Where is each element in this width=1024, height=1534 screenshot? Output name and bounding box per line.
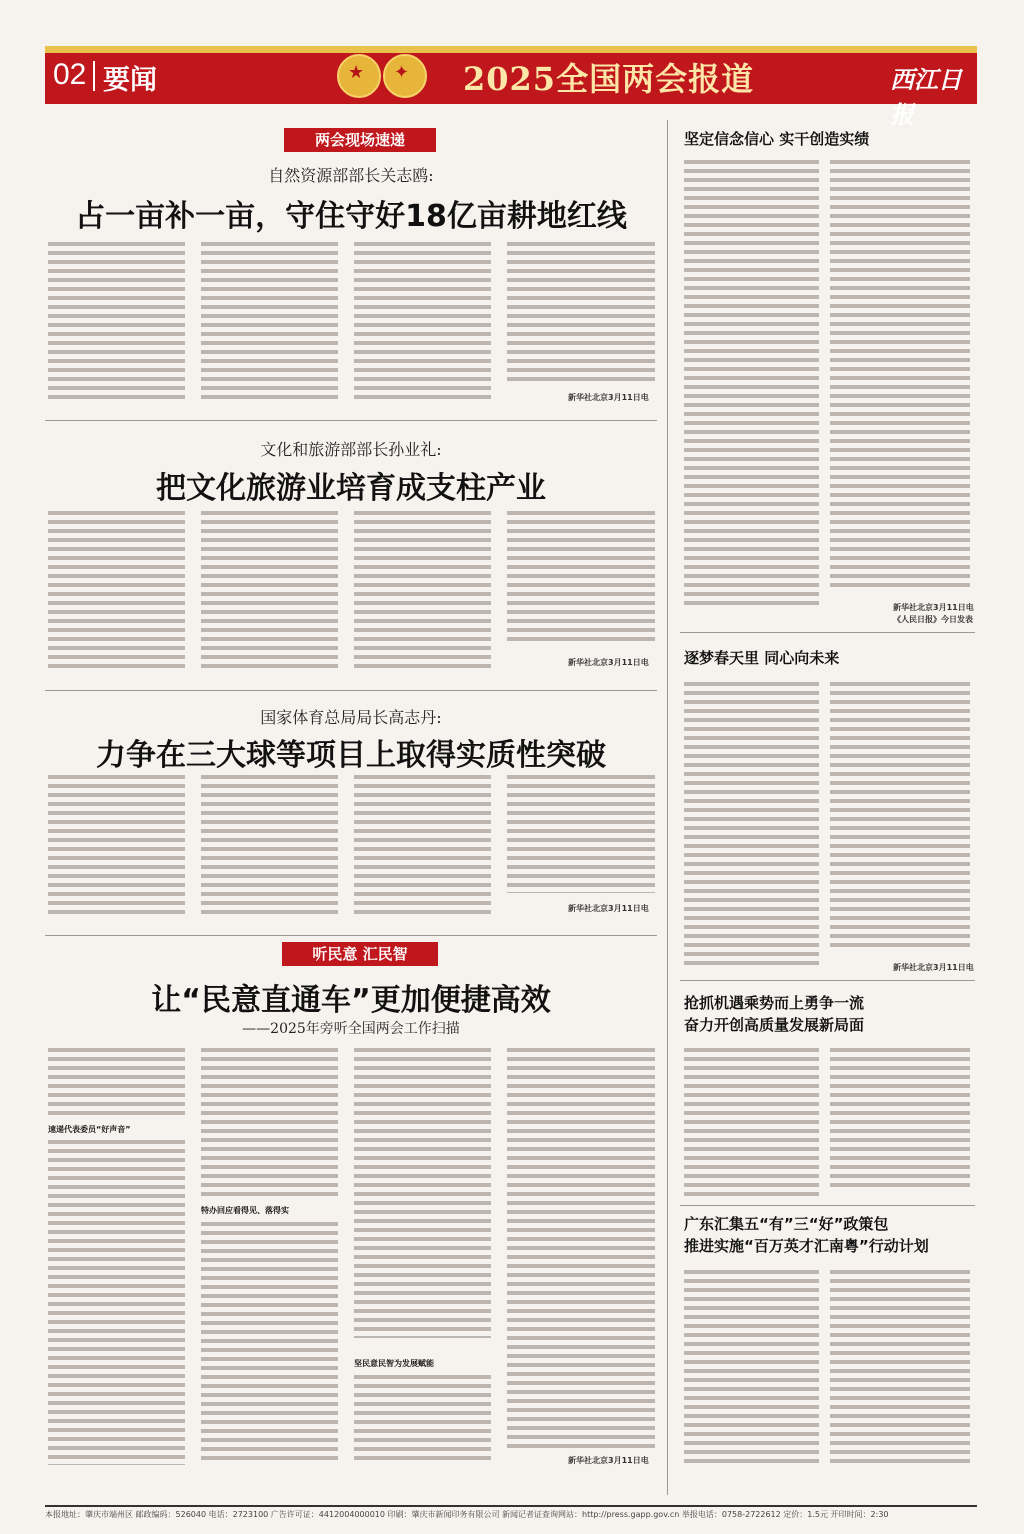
sidebar-body-column: [830, 682, 970, 952]
story-body-column: [48, 242, 185, 404]
story-body-column: [48, 1140, 185, 1465]
story-body-column: [507, 775, 655, 893]
sidebar-body-column: [830, 160, 970, 592]
sidebar-credit: 新华社北京3月11日电: [893, 963, 974, 972]
story-body-column: [201, 1048, 338, 1198]
story-divider: [45, 690, 657, 691]
story-body-column: [48, 1048, 185, 1118]
story-body-column: [354, 1048, 491, 1338]
sidebar-body-column: [830, 1270, 970, 1465]
story-body-column: [201, 1222, 338, 1465]
sidebar-body-column: [830, 1048, 970, 1188]
story-tag: 两会现场速递: [284, 128, 436, 152]
story-body-column: [507, 511, 655, 646]
story-body-column: [201, 242, 338, 404]
sidebar-headline: 广东汇集五“有”三“好”政策包: [684, 1215, 889, 1233]
sidebar-credit: 新华社北京3月11日电: [893, 603, 974, 612]
masthead: [45, 46, 977, 129]
story-kicker: 自然资源部部长关志鸥:: [268, 166, 434, 185]
story-body-column: [201, 775, 338, 915]
story-credit: 新华社北京3月11日电: [568, 393, 649, 402]
story-headline: 让“民意直通车”更加便捷高效: [151, 983, 551, 1018]
story-body-column: [354, 775, 491, 915]
column-divider: [667, 120, 668, 1495]
newspaper-logo: 西江日报: [890, 65, 962, 129]
story-body-column: [48, 511, 185, 671]
story-credit: 新华社北京3月11日电: [568, 904, 649, 913]
page-footer: 本报地址：肇庆市端州区 邮政编码：526040 电话：2723100 广告许可证：4412004000010 印刷：肇庆市新闻印务有限公司 新闻记者证查询网站：http://press.gapp.gov.cn 举报电话：0758-2722612 定价：1.5元 开印时间：2:30: [45, 1505, 977, 1525]
story-body-column: [354, 1375, 491, 1465]
sidebar-divider: [680, 980, 975, 981]
story-kicker: 国家体育总局局长高志丹:: [260, 708, 442, 727]
story-credit: 新华社北京3月11日电: [568, 658, 649, 667]
sidebar-body-column: [684, 682, 819, 967]
story-body-column: [507, 1048, 655, 1448]
cppcc-emblem-icon: ✦: [383, 54, 427, 98]
banner-title: 2025全国两会报道: [463, 60, 755, 98]
story-tag: 听民意 汇民智: [282, 942, 438, 966]
masthead-gold-strip: [45, 46, 977, 53]
story-body-column: [507, 242, 655, 382]
section-title: 要闻: [103, 65, 157, 96]
story-subhead: 速递代表委员“好声音”: [48, 1125, 131, 1134]
sidebar-divider: [680, 632, 975, 633]
story-subhead: 特办回应看得见、落得实: [201, 1206, 289, 1215]
sidebar-body-column: [684, 1048, 819, 1198]
sidebar-headline: 推进实施“百万英才汇南粤”行动计划: [684, 1237, 929, 1255]
sidebar-credit: 《人民日报》今日发表: [893, 615, 973, 624]
story-headline: 力争在三大球等项目上取得实质性突破: [96, 738, 606, 773]
story-body-column: [354, 242, 491, 404]
sidebar-divider: [680, 1205, 975, 1206]
story-divider: [45, 935, 657, 936]
national-emblem-icon: ★: [337, 54, 381, 98]
masthead-divider: [93, 61, 95, 91]
story-body-column: [48, 775, 185, 915]
story-credit: 新华社北京3月11日电: [568, 1456, 649, 1465]
story-kicker: 文化和旅游部部长孙业礼:: [260, 440, 442, 459]
sidebar-headline: 奋力开创高质量发展新局面: [684, 1016, 865, 1034]
story-body-column: [201, 511, 338, 671]
story-divider: [45, 420, 657, 421]
story-subhead: 坚民意民智为发展赋能: [354, 1359, 434, 1368]
sidebar-headline: 抢抓机遇乘势而上勇争一流: [684, 994, 865, 1012]
story-subtitle: ——2025年旁听全国两会工作扫描: [242, 1021, 460, 1037]
sidebar-headline: 坚定信念信心 实干创造实绩: [684, 130, 870, 148]
sidebar-body-column: [684, 1270, 819, 1465]
sidebar-body-column: [684, 160, 819, 610]
page-number: 02: [53, 58, 87, 91]
story-body-column: [354, 511, 491, 671]
sidebar-headline: 逐梦春天里 同心向未来: [684, 649, 840, 667]
story-headline: 把文化旅游业培育成支柱产业: [156, 471, 546, 506]
story-headline: 占一亩补一亩，守住守好18亿亩耕地红线: [75, 199, 627, 234]
